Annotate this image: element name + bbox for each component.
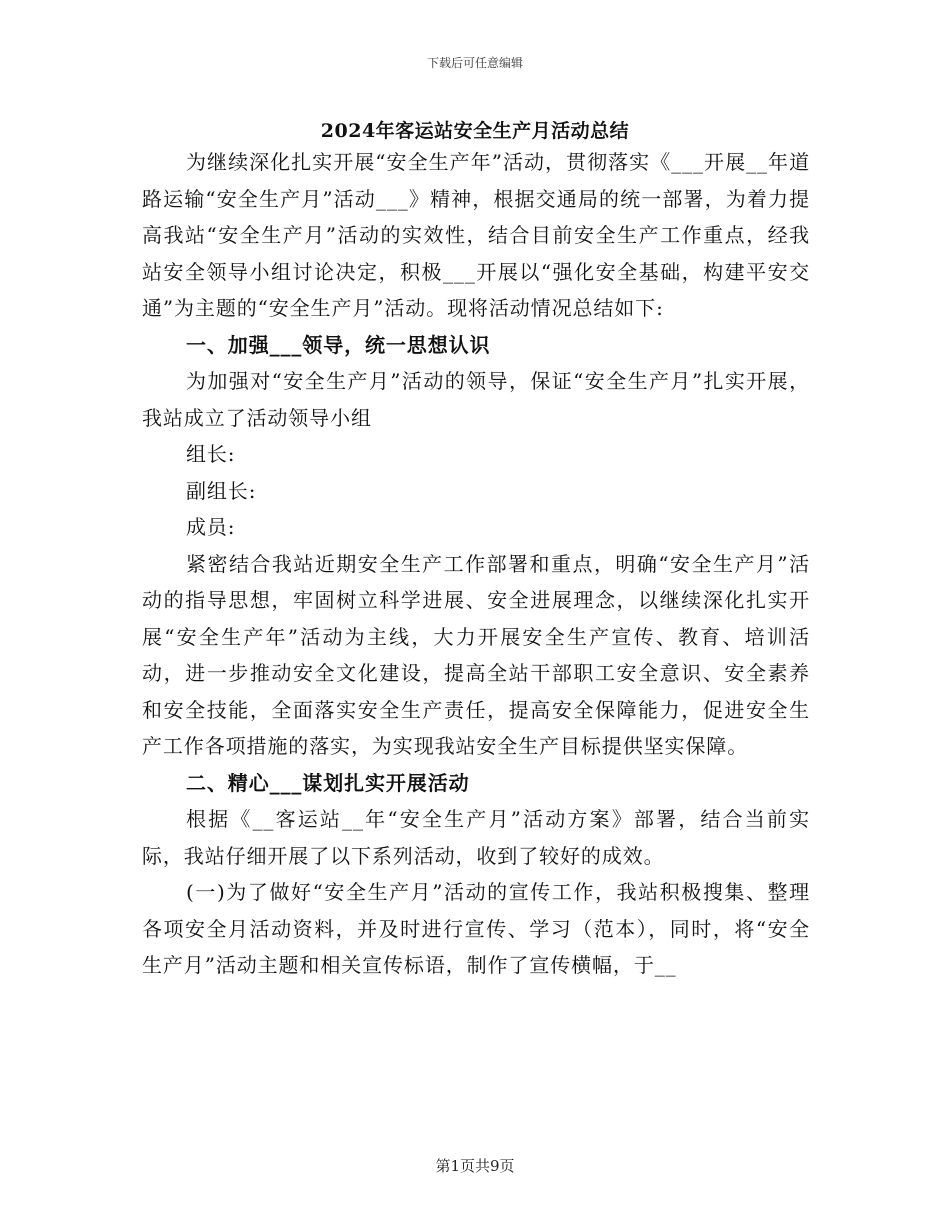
header-note: 下载后可任意编辑 [426,56,523,70]
body-paragraph: (一)为了做好“安全生产月”活动的宣传工作，我站积极搜集、整理各项安全月活动资料，并及时进行宣传、学习（范本），同时，将“安全生产月”活动主题和相关宣传标语，制作了宣传横幅，于__ [142,880,810,977]
body-paragraph: 紧密结合我站近期安全生产工作部署和重点，明确“安全生产月”活动的指导思想，牢固树立科学进展、安全进展理念，以继续深化扎实开展“安全生产年”活动为主线，大力开展安全生产宣传、教育、培训活动，进一步推动安全文化建设，提高全站干部职工安全意识、安全素养和安全技能，全面落实安全生产责任，提高安全保障能力，促进安全生产工作各项措施的落实，为实现我站安全生产目标提供坚实保障。 [142,551,810,758]
body-paragraph: 根据《__客运站__年“安全生产月”活动方案》部署，结合当前实际，我站仔细开展了以下系列活动，收到了较好的成效。 [142,807,810,868]
document-title: 2024年客运站安全生产月活动总结 [320,120,630,142]
section-heading-1: 一、加强___领导，统一思想认识 [186,332,491,357]
members-line: 成员: [186,515,236,539]
section-heading-2: 二、精心___谋划扎实开展活动 [186,770,470,795]
deputy-leader-line: 副组长: [186,478,257,503]
page-footer: 第1页共9页 [435,1157,515,1175]
body-paragraph: 为加强对“安全生产月”活动的领导，保证“安全生产月”扎实开展，我站成立了活动领导小组 [142,369,810,430]
team-leader-line: 组长: [186,442,236,466]
intro-paragraph: 为继续深化扎实开展“安全生产年”活动，贯彻落实《___开展__年道路运输“安全生产月”活动___》精神，根据交通局的统一部署，为着力提高我站“安全生产月”活动的实效性，结合目前安全生产工作重点，经我站安全领导小组讨论决定，积极___开展以“强化安全基础，构建平安交通”为主题的“安全生产月”活动。现将活动情况总结如下: [142,150,810,320]
document-body [142,144,810,984]
